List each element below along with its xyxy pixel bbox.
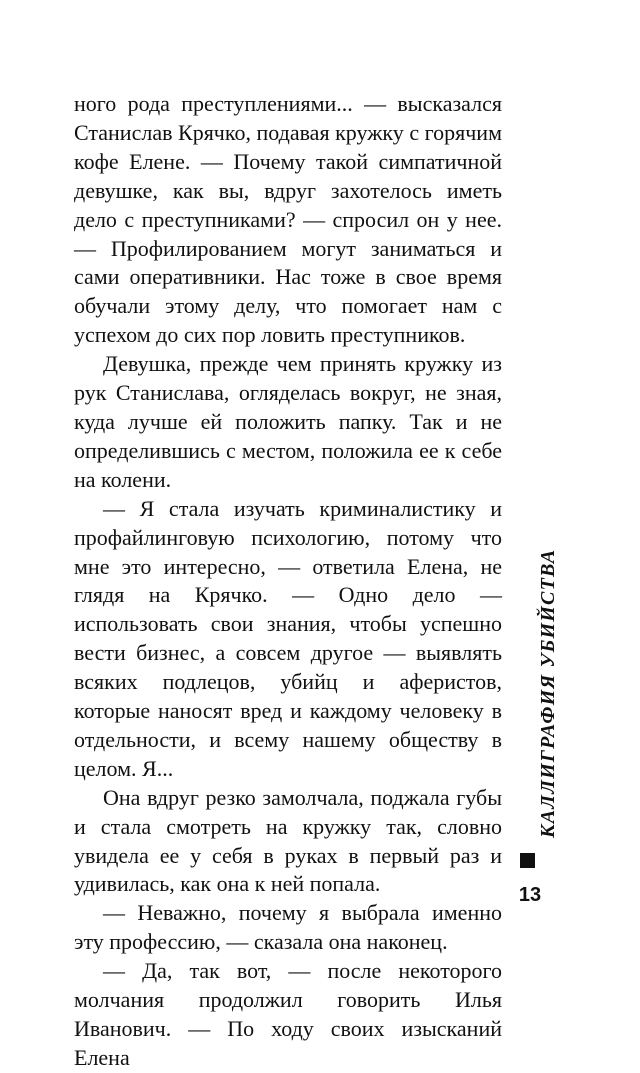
filled-square-icon bbox=[520, 853, 535, 868]
page-number: 13 bbox=[518, 884, 542, 906]
running-title: КАЛЛИГРАФИЯ УБИЙСТВА bbox=[537, 548, 559, 838]
body-text bbox=[74, 90, 502, 1073]
paragraph-4: Она вдруг резко замолчала, поджала губы и стала смотреть на кружку так, словно увидела ее у себя в руках в первый раз и удивилась, как она к ней попала. bbox=[74, 784, 502, 897]
paragraph-5: — Неважно, почему я выбрала именно эту профессию, — сказала она наконец. bbox=[74, 900, 502, 955]
paragraph-3: — Я стала изучать криминалистику и профайлинговую психологию, потому что мне это интересно, — ответила Елена, не глядя на Крячко. — Одно дело — использовать свои знания, чтобы успешно вести бизнес, а совсем другое — выявлять всяких подлецов, убийц и аферистов, которые наносят вред и каждому человеку в отдельности, и всему нашему обществу в целом. Я... bbox=[74, 495, 502, 781]
paragraph-6: — Да, так вот, — после некоторого молчания продолжил говорить Илья Иванович. — По ходу своих изысканий Елена bbox=[74, 958, 502, 1070]
paragraph-2: Девушка, прежде чем принять кружку из рук Станислава, огляделась вокруг, не зная, куда лучше ей положить папку. Так и не определившись с местом, положила ее к себе на колени. bbox=[74, 351, 502, 492]
paragraph-1: ного рода преступлениями... — высказался Станислав Крячко, подавая кружку с горячим кофе Елене. — Почему такой симпатичной девушке, как вы, вдруг захотелось иметь дело с преступниками? — спросил он у нее. — Профилированием могут заниматься и сами оперативники. Нас тоже в свое время обучали этому делу, что помогает нам с успехом до сих пор ловить преступников. bbox=[74, 91, 502, 348]
